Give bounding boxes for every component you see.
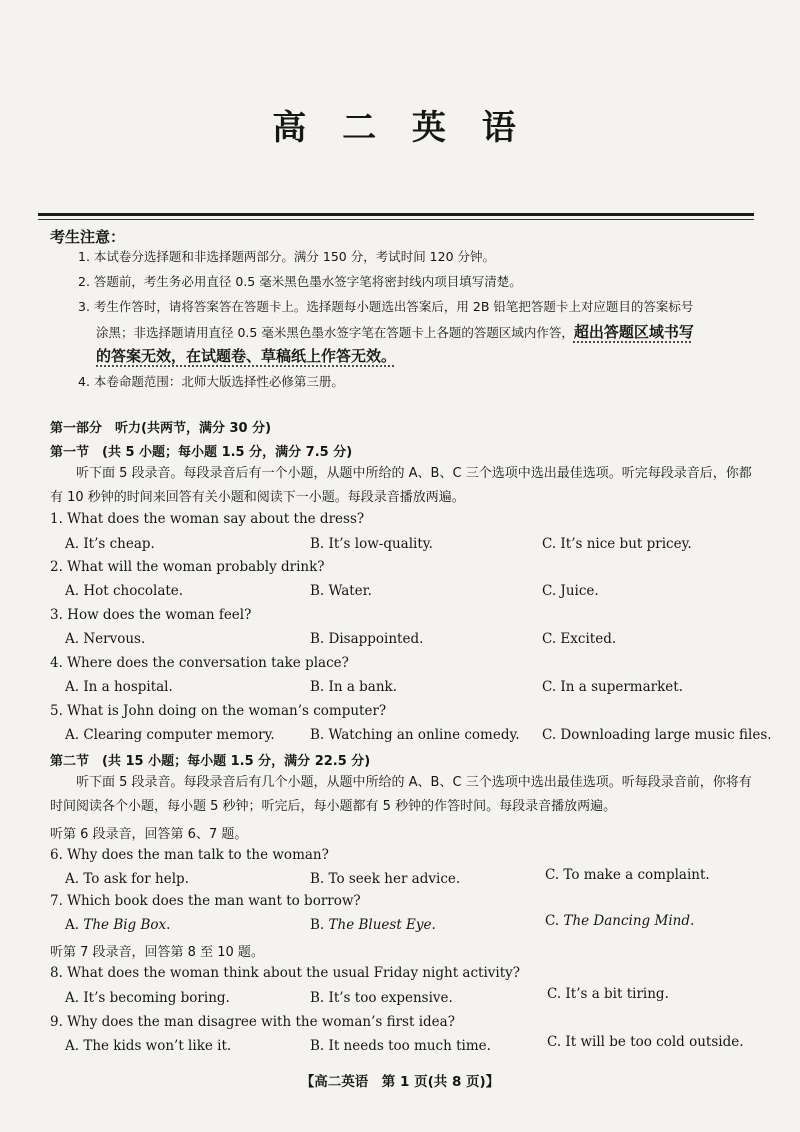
q7-b-end: . xyxy=(431,917,436,933)
question-4: 4. Where does the conversation take place? xyxy=(50,655,349,671)
section1-instructions: 听下面 5 段录音。每段录音后有一个小题，从题中所给的 A、B、C 三个选项中选出最佳选项。听完每段录音后，你都有 10 秒钟的时间来回答有关小题和阅读下一小题。每段录音播放两遍。 xyxy=(50,466,752,505)
notice-item-3-end xyxy=(96,344,776,369)
q9-option-a: A. The kids won’t like it. xyxy=(65,1038,232,1054)
q2-option-c: C. Juice. xyxy=(542,583,599,599)
question-8: 8. What does the woman think about the usual Friday night activity? xyxy=(50,965,521,981)
header-rule xyxy=(38,213,754,216)
notice-emphasis-2: 的答案无效，在试题卷、草稿纸上作答无效。 xyxy=(96,347,397,365)
q7-a-title: The Big Box xyxy=(83,917,167,933)
section2-heading: 第二节 (共 15 小题；每小题 1.5 分，满分 22.5 分) xyxy=(50,754,371,769)
audio-cue-6: 听第 6 段录音，回答第 6、7 题。 xyxy=(50,827,248,842)
q7-b-prefix: B. xyxy=(310,917,329,933)
q7-a-prefix: A. xyxy=(65,917,84,933)
notice-item-3: 3. 考生作答时，请将答案答在答题卡上。选择题每小题选出答案后，用 2B 铅笔把答题卡上对应题目的答案标号 xyxy=(78,299,694,314)
q1-option-c: C. It’s nice but pricey. xyxy=(542,536,692,552)
part1-heading: 第一部分 听力(共两节，满分 30 分) xyxy=(50,421,272,436)
q2-option-a: A. Hot chocolate. xyxy=(65,583,184,599)
question-7: 7. Which book does the man want to borrow? xyxy=(50,893,361,909)
question-2: 2. What will the woman probably drink? xyxy=(50,559,325,575)
q3-option-c: C. Excited. xyxy=(542,631,617,647)
audio-cue-7: 听第 7 段录音，回答第 8 至 10 题。 xyxy=(50,945,264,960)
page-title: 高 二 英 语 xyxy=(272,108,528,148)
question-5: 5. What is John doing on the woman’s computer? xyxy=(50,703,387,719)
q9-option-c: C. It will be too cold outside. xyxy=(547,1034,744,1050)
q5-option-c: C. Downloading large music files. xyxy=(542,727,772,743)
q8-option-b: B. It’s too expensive. xyxy=(310,990,453,1006)
q1-option-b: B. It’s low-quality. xyxy=(310,536,433,552)
notice-item-3-cont-text: 涂黑；非选择题请用直径 0.5 毫米黑色墨水签字笔在答题卡上各题的答题区域内作答， xyxy=(96,325,574,340)
notice-item-3-cont xyxy=(96,320,756,345)
notice-heading: 考生注意： xyxy=(50,228,126,246)
q7-b-title: The Bluest Eye xyxy=(328,917,432,933)
question-6: 6. Why does the man talk to the woman? xyxy=(50,847,329,863)
q7-option-c xyxy=(545,913,694,929)
q1-option-a: A. It’s cheap. xyxy=(65,536,155,552)
notice-item-4: 4. 本卷命题范围：北师大版选择性必修第三册。 xyxy=(78,374,344,389)
header-rule-thin xyxy=(38,219,754,220)
q6-option-b: B. To seek her advice. xyxy=(310,871,461,887)
q7-c-prefix: C. xyxy=(545,913,564,929)
q9-option-b: B. It needs too much time. xyxy=(310,1038,491,1054)
q6-option-a: A. To ask for help. xyxy=(65,871,189,887)
q8-option-a: A. It’s becoming boring. xyxy=(65,990,230,1006)
section1-heading: 第一节 (共 5 小题；每小题 1.5 分，满分 7.5 分) xyxy=(50,445,353,460)
q8-option-c: C. It’s a bit tiring. xyxy=(547,986,669,1002)
question-1: 1. What does the woman say about the dress? xyxy=(50,511,365,527)
q7-option-a xyxy=(65,917,170,933)
question-9: 9. Why does the man disagree with the woman’s first idea? xyxy=(50,1014,455,1030)
q5-option-b: B. Watching an online comedy. xyxy=(310,727,520,743)
notice-item-2: 2. 答题前，考生务必用直径 0.5 毫米黑色墨水签字笔将密封线内项目填写清楚。 xyxy=(78,274,522,289)
section2-instructions: 听下面 5 段录音。每段录音后有几个小题，从题中所给的 A、B、C 三个选项中选出最佳选项。听每段录音前，你将有时间阅读各个小题，每小题 5 秒钟；听完后，每小题都有 5 秒钟的作答时间。每段录音播放两遍。 xyxy=(50,775,752,814)
q6-option-c: C. To make a complaint. xyxy=(545,867,710,883)
q4-option-a: A. In a hospital. xyxy=(65,679,173,695)
q7-option-b xyxy=(310,917,436,933)
q3-option-a: A. Nervous. xyxy=(65,631,146,647)
q4-option-b: B. In a bank. xyxy=(310,679,398,695)
q2-option-b: B. Water. xyxy=(310,583,372,599)
q5-option-a: A. Clearing computer memory. xyxy=(65,727,275,743)
q3-option-b: B. Disappointed. xyxy=(310,631,424,647)
notice-emphasis: 超出答题区域书写 xyxy=(573,323,694,341)
q7-c-title: The Dancing Mind xyxy=(563,913,690,929)
q4-option-c: C. In a supermarket. xyxy=(542,679,683,695)
q7-c-end: . xyxy=(689,913,695,929)
page-footer: 【高二英语 第 1 页(共 8 页)】 xyxy=(300,1074,500,1090)
q7-a-end: . xyxy=(166,917,171,933)
question-3: 3. How does the woman feel? xyxy=(50,607,252,623)
notice-item-1: 1. 本试卷分选择题和非选择题两部分。满分 150 分，考试时间 120 分钟。 xyxy=(78,249,496,264)
